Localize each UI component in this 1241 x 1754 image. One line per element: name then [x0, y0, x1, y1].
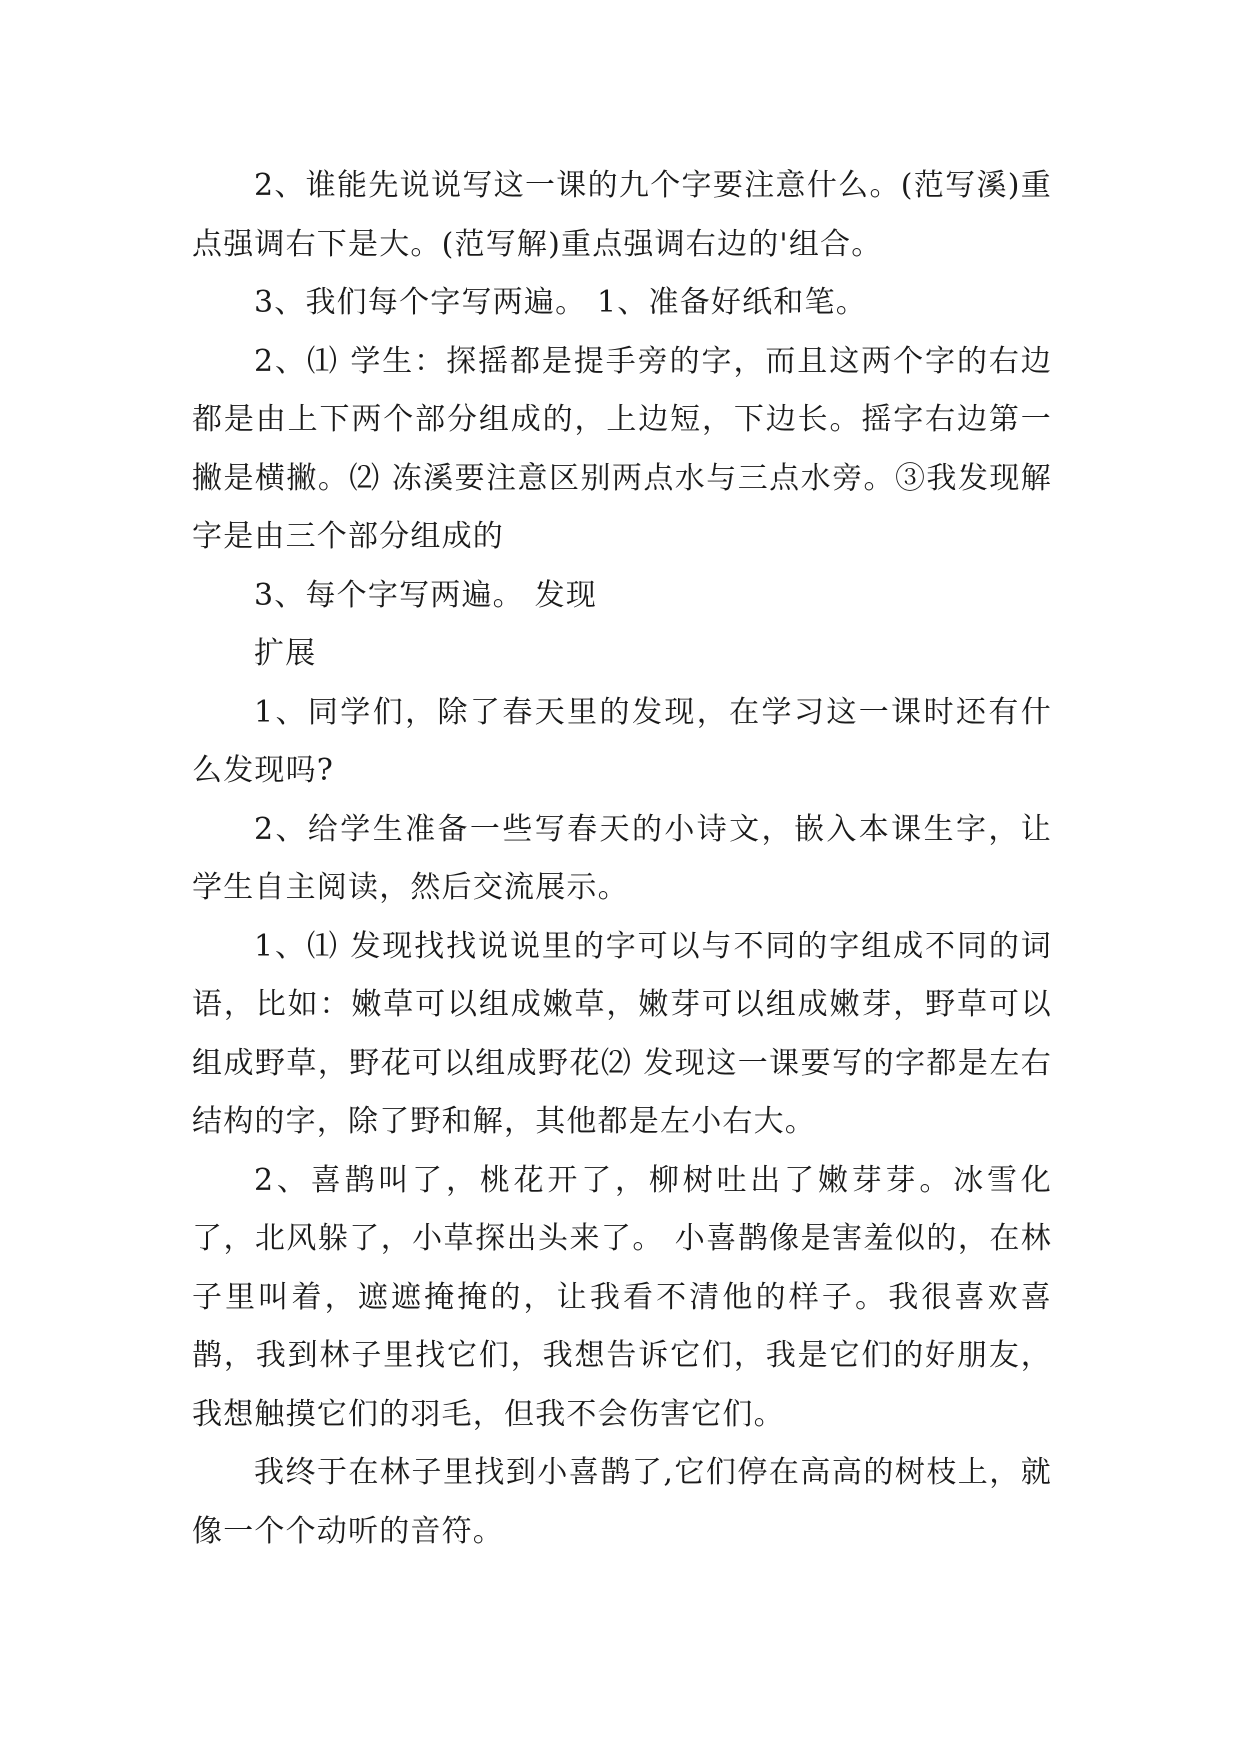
section-heading: 扩展	[254, 636, 317, 671]
paragraph: 1、同学们，除了春天里的发现，在学习这一课时还有什么发现吗?	[192, 694, 1052, 788]
paragraph: 3、每个字写两遍。 发现	[254, 577, 598, 613]
paragraph: 2、谁能先说说写这一课的九个字要注意什么。(范写溪)重点强调右下是大。(范写解)重点强调右边的'组合。	[192, 168, 1052, 262]
paragraph: 我终于在林子里找到小喜鹊了,它们停在高高的树枝上，就像一个个动听的音符。	[192, 1455, 1052, 1549]
paragraph: 2、喜鹊叫了，桃花开了，柳树吐出了嫩芽芽。冰雪化了，北风躲了，小草探出头来了。 小喜鹊像是害羞似的，在林子里叫着，遮遮掩掩的，让我看不清他的样子。我很喜欢喜鹊，我到林子里找它们，我想告诉它们，我是它们的好朋友，我想触摸它们的羽毛，但我不会伤害它们。	[192, 1162, 1052, 1432]
paragraph: 3、我们每个字写两遍。 1、准备好纸和笔。	[254, 285, 867, 320]
paragraph: 2、给学生准备一些写春天的小诗文，嵌入本课生字，让学生自主阅读，然后交流展示。	[192, 811, 1052, 905]
paragraph: 2、⑴ 学生：探摇都是提手旁的字，而且这两个字的右边都是由上下两个部分组成的，上边短，下边长。摇字右边第一撇是横撇。⑵ 冻溪要注意区别两点水与三点水旁。③我发现解字是由三个部分组成的	[192, 343, 1052, 554]
paragraph: 1、⑴ 发现找找说说里的字可以与不同的字组成不同的词语，比如：嫩草可以组成嫩草，嫩芽可以组成嫩芽，野草可以组成野草，野花可以组成野花⑵ 发现这一课要写的字都是左右结构的字，除了野和解，其他都是左小右大。	[192, 928, 1052, 1139]
document-body	[192, 157, 1052, 1561]
